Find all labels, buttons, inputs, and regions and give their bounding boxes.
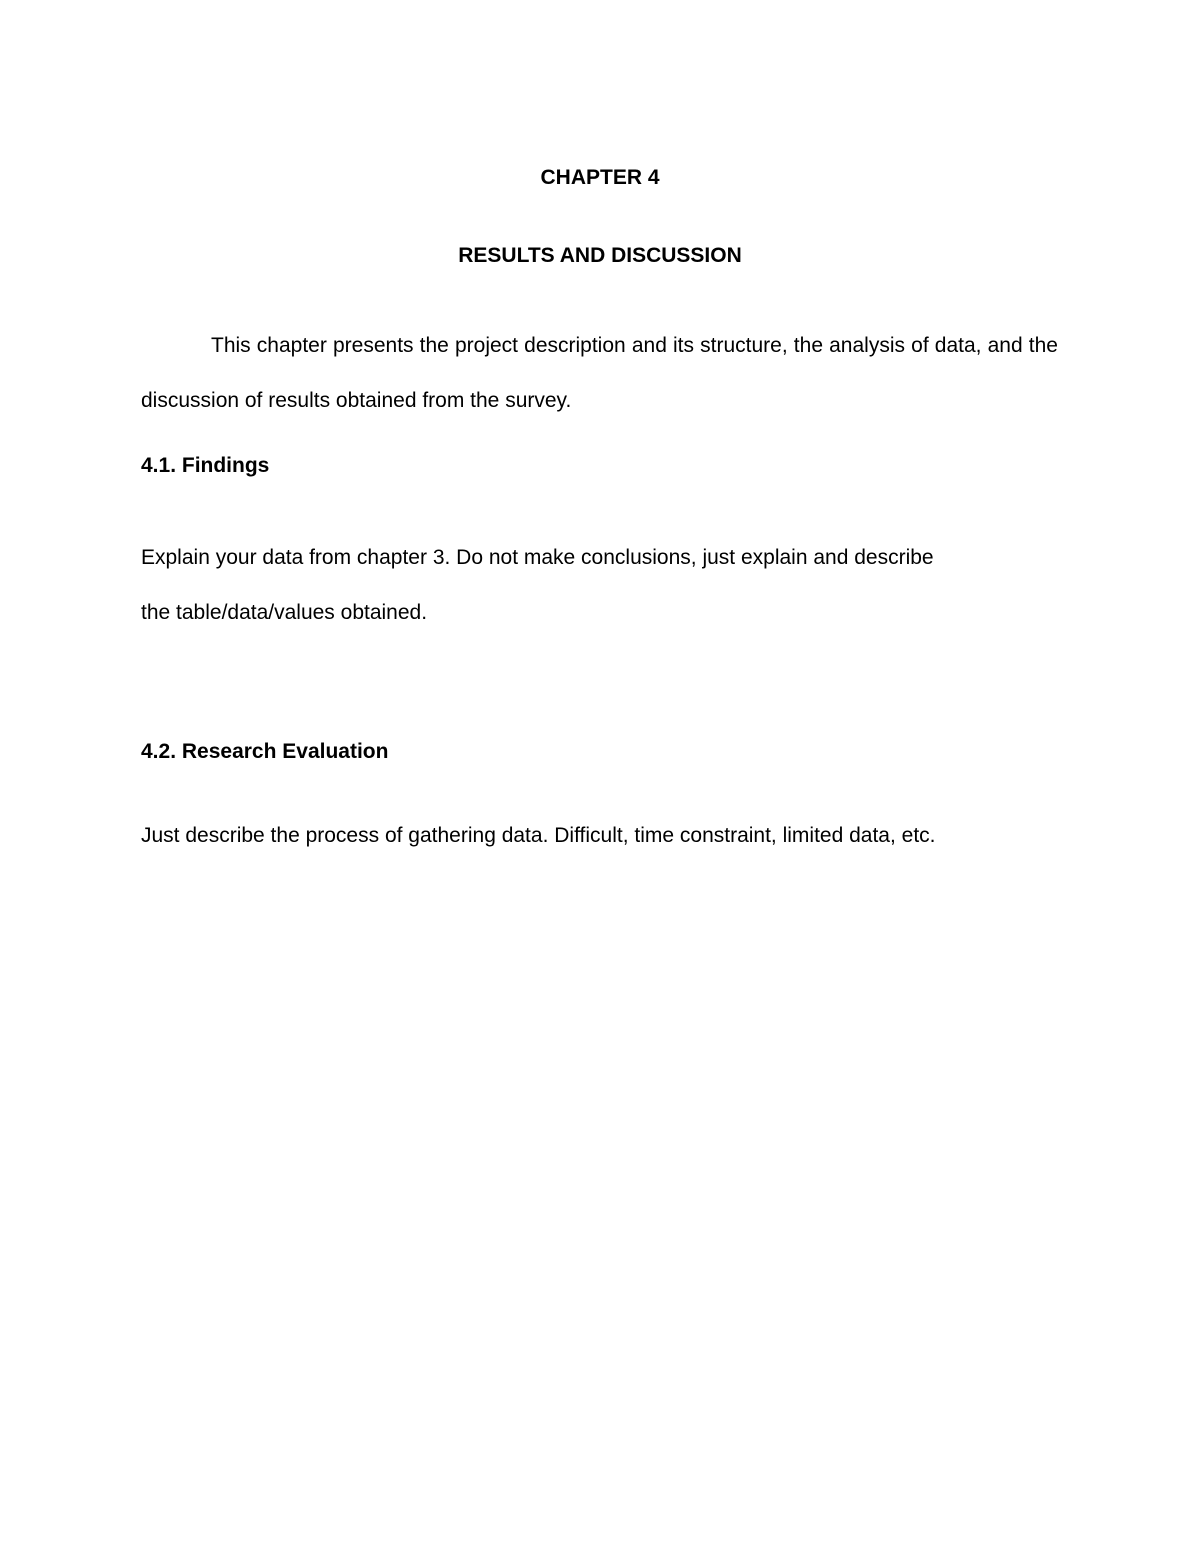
intro-paragraph: This chapter presents the project description and its structure, the analysis of data, and the discussion of results obtained from the survey. [141,334,1058,412]
section-heading-research-evaluation: 4.2. Research Evaluation [141,740,389,763]
findings-line: the table/data/values obtained. [141,601,428,624]
chapter-title: RESULTS AND DISCUSSION [458,244,742,267]
research-evaluation-line: Just describe the process of gathering data. Difficult, time constraint, limited data, etc. [141,824,936,847]
research-evaluation-paragraph [141,808,1058,863]
findings-paragraph [141,530,1058,640]
findings-line: Explain your data from chapter 3. Do not make conclusions, just explain and describe [141,546,934,569]
chapter-number: CHAPTER 4 [540,166,660,189]
section-heading-findings: 4.1. Findings [141,454,270,477]
